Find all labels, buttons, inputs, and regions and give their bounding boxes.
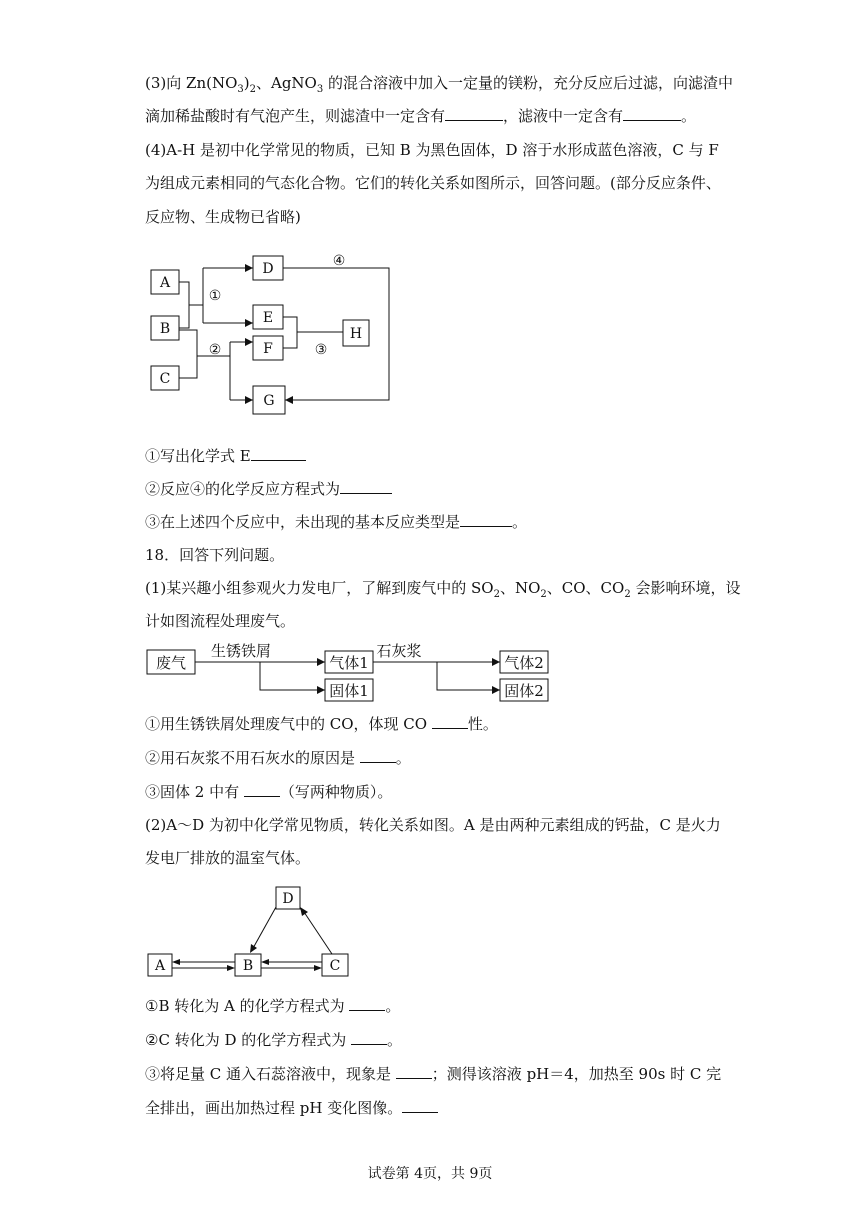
q3-line-2: 滴加稀盐酸时有气泡产生，则滤渣中一定含有 ，滤液中一定含有 。: [145, 107, 697, 125]
flow-diagram: [145, 638, 555, 708]
label-waste: 废气: [155, 654, 187, 672]
q18-p2-sub-3: ③将足量 C 通入石蕊溶液中，现象是 ；测得该溶液 pH＝4，加热至 90s 时 C 完: [145, 1065, 722, 1083]
q4-line-2: 为组成元素相同的气态化合物。它们的转化关系如图所示，回答问题。(部分反应条件、: [145, 174, 721, 192]
q18-p2-sub-3-line-2: 全排出，画出加热过程 pH 变化图像。: [145, 1098, 438, 1118]
label-gas1: 气体1: [329, 654, 369, 672]
answer-blank[interactable]: [432, 714, 468, 729]
marker-4: ④: [332, 253, 346, 269]
label-f: F: [263, 341, 273, 357]
label-c: C: [159, 371, 171, 387]
label-reagent1: 生锈铁屑: [210, 642, 272, 660]
answer-blank[interactable]: [244, 782, 280, 797]
q18-p1-line-2: 计如图流程处理废气。: [145, 612, 296, 630]
q18-p1-sub-2: ②用石灰浆不用石灰水的原因是 。: [145, 749, 411, 767]
answer-blank[interactable]: [460, 512, 512, 527]
q4-line-1: (4)A-H 是初中化学常见的物质，已知 B 为黑色固体，D 溶于水形成蓝色溶液，C 与 F: [145, 141, 719, 159]
answer-blank[interactable]: [360, 748, 396, 763]
q18-p2-sub-1: ①B 转化为 A 的化学方程式为 。: [145, 997, 401, 1015]
q4-diagram: [145, 250, 405, 420]
q18-p2-line-2: 发电厂排放的温室气体。: [145, 849, 311, 867]
q18-p2-line-1: (2)A～D 为初中化学常见物质，转化关系如图。A 是由两种元素组成的钙盐，C 是火力: [145, 816, 721, 834]
label2-d: D: [282, 891, 294, 907]
q18-p1-sub-3: ③固体 2 中有 （写两种物质）。: [145, 783, 393, 801]
q18-p2-sub-2: ②C 转化为 D 的化学方程式为 。: [145, 1031, 403, 1049]
label-solid1: 固体1: [329, 682, 369, 700]
answer-blank[interactable]: [251, 446, 306, 461]
page-footer: 试卷第 4页，共 9页: [367, 1166, 493, 1182]
q18-p1-line-1: (1)某兴趣小组参观火力发电厂，了解到废气中的 $SO_2$、$NO_2$、CO、$CO_2$ 会影响环境，设: [145, 579, 741, 600]
q4-sub-1: ①写出化学式 E: [145, 446, 306, 466]
answer-blank[interactable]: [349, 996, 385, 1011]
abcd-diagram: [145, 883, 355, 983]
q4-sub-2: ②反应④的化学反应方程式为: [145, 479, 392, 499]
q18-title: 18．回答下列问题。: [145, 546, 285, 564]
label-a: A: [159, 275, 171, 291]
label-e: E: [262, 310, 274, 326]
label-solid2: 固体2: [504, 682, 544, 700]
label-g: G: [263, 393, 275, 409]
marker-2: ②: [208, 342, 222, 358]
label-b: B: [159, 321, 171, 337]
q4-line-3: 反应物、生成物已省略): [145, 208, 301, 226]
label-h: H: [349, 326, 363, 342]
answer-blank[interactable]: [445, 106, 503, 121]
label-d: D: [262, 261, 274, 277]
q4-sub-3: ③在上述四个反应中，未出现的基本反应类型是 。: [145, 513, 528, 531]
label2-c: C: [329, 958, 341, 974]
q18-p1-sub-1: ①用生锈铁屑处理废气中的 CO，体现 CO 性。: [145, 715, 498, 733]
label2-a: A: [154, 958, 166, 974]
marker-3: ③: [314, 342, 328, 358]
marker-1: ①: [208, 288, 222, 304]
answer-blank[interactable]: [351, 1030, 387, 1045]
answer-blank[interactable]: [623, 106, 681, 121]
answer-blank[interactable]: [396, 1064, 432, 1079]
answer-blank[interactable]: [340, 479, 392, 494]
answer-blank[interactable]: [402, 1098, 438, 1113]
label2-b: B: [242, 958, 254, 974]
label-gas2: 气体2: [504, 654, 544, 672]
label-reagent2: 石灰浆: [376, 642, 422, 660]
q3-line-1: (3)向 $Zn(NO_3)_2$、AgNO$_3$ 的混合溶液中加入一定量的镁粉，充分反应后过滤，向滤渣中: [145, 74, 733, 95]
